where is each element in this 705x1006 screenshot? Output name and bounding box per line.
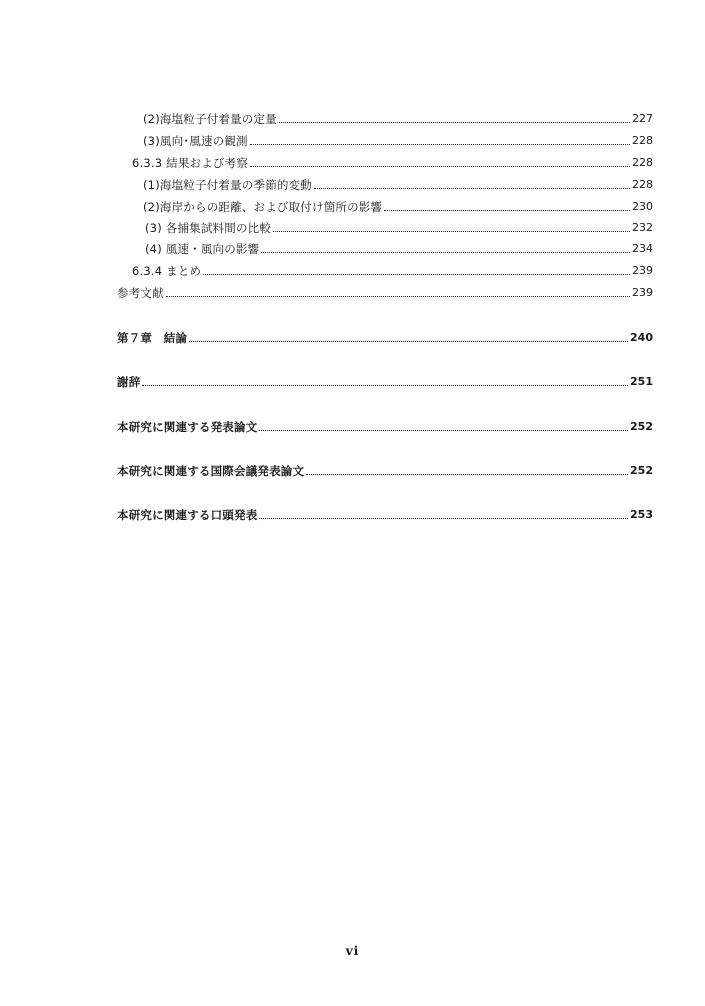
toc-entry bbox=[132, 156, 653, 170]
toc-entry-label: (4) 風速・風向の影響 bbox=[145, 242, 260, 256]
toc-entry-page: 252 bbox=[630, 464, 653, 477]
toc-entry-label: (3)風向･風速の観測 bbox=[143, 134, 248, 148]
dot-leader bbox=[306, 474, 628, 475]
toc-entry bbox=[143, 134, 653, 148]
toc-entry-chapter bbox=[117, 375, 653, 389]
toc-entry-page: 234 bbox=[632, 242, 653, 255]
toc-entry-label: (2)海塩粒子付着量の定量 bbox=[143, 112, 277, 126]
toc-entry-page: 228 bbox=[632, 178, 653, 191]
toc-entry-page: 232 bbox=[632, 221, 653, 234]
dot-leader bbox=[189, 341, 628, 342]
dot-leader bbox=[279, 122, 630, 123]
toc-entry-chapter bbox=[117, 464, 653, 478]
toc-entry-label: 6.3.4 まとめ bbox=[132, 264, 202, 278]
toc-entry bbox=[132, 264, 653, 278]
toc-entry-label: (2)海岸からの距離、および取付け箇所の影響 bbox=[143, 200, 383, 214]
dot-leader bbox=[261, 252, 630, 253]
toc-entry bbox=[143, 112, 653, 126]
toc-entry bbox=[143, 178, 653, 192]
toc-entry-page: 228 bbox=[632, 134, 653, 147]
dot-leader bbox=[142, 385, 628, 386]
dot-leader bbox=[166, 296, 630, 297]
toc-entry-label: 参考文献 bbox=[117, 286, 164, 300]
toc-entry-label: 謝辞 bbox=[117, 375, 141, 389]
toc-entry bbox=[143, 200, 653, 214]
dot-leader bbox=[273, 231, 630, 232]
toc-entry-page: 253 bbox=[630, 508, 653, 521]
toc-entry-chapter bbox=[117, 420, 653, 434]
toc-entry-page: 240 bbox=[630, 331, 653, 344]
toc-entry bbox=[117, 286, 653, 300]
dot-leader bbox=[203, 274, 630, 275]
toc-entry-page: 239 bbox=[632, 286, 653, 299]
toc-entry-label: (3) 各捕集試料間の比較 bbox=[145, 221, 272, 235]
toc-entry-label: 6.3.3 結果および考察 bbox=[132, 156, 249, 170]
dot-leader bbox=[384, 210, 630, 211]
toc-entry-label: 本研究に関連する発表論文 bbox=[117, 420, 258, 434]
dot-leader bbox=[259, 430, 628, 431]
toc-entry-page: 230 bbox=[632, 200, 653, 213]
toc-entry bbox=[145, 221, 653, 235]
toc-entry-page: 228 bbox=[632, 156, 653, 169]
dot-leader bbox=[259, 518, 628, 519]
dot-leader bbox=[250, 166, 630, 167]
toc-entry-label: 本研究に関連する国際会議発表論文 bbox=[117, 464, 305, 478]
toc-entry bbox=[145, 242, 653, 256]
toc-entry-chapter bbox=[117, 508, 653, 522]
toc-entry-label: (1)海塩粒子付着量の季節的変動 bbox=[143, 178, 312, 192]
toc-entry-page: 252 bbox=[630, 420, 653, 433]
toc-entry-page: 251 bbox=[630, 375, 653, 388]
toc-entry-page: 239 bbox=[632, 264, 653, 277]
toc-entry-chapter bbox=[117, 331, 653, 345]
dot-leader bbox=[250, 144, 630, 145]
toc-entry-page: 227 bbox=[632, 112, 653, 125]
page-number: vi bbox=[345, 944, 360, 958]
toc-entry-label: 第７章 結論 bbox=[117, 331, 188, 345]
dot-leader bbox=[314, 188, 630, 189]
toc-entry-label: 本研究に関連する口頭発表 bbox=[117, 508, 258, 522]
